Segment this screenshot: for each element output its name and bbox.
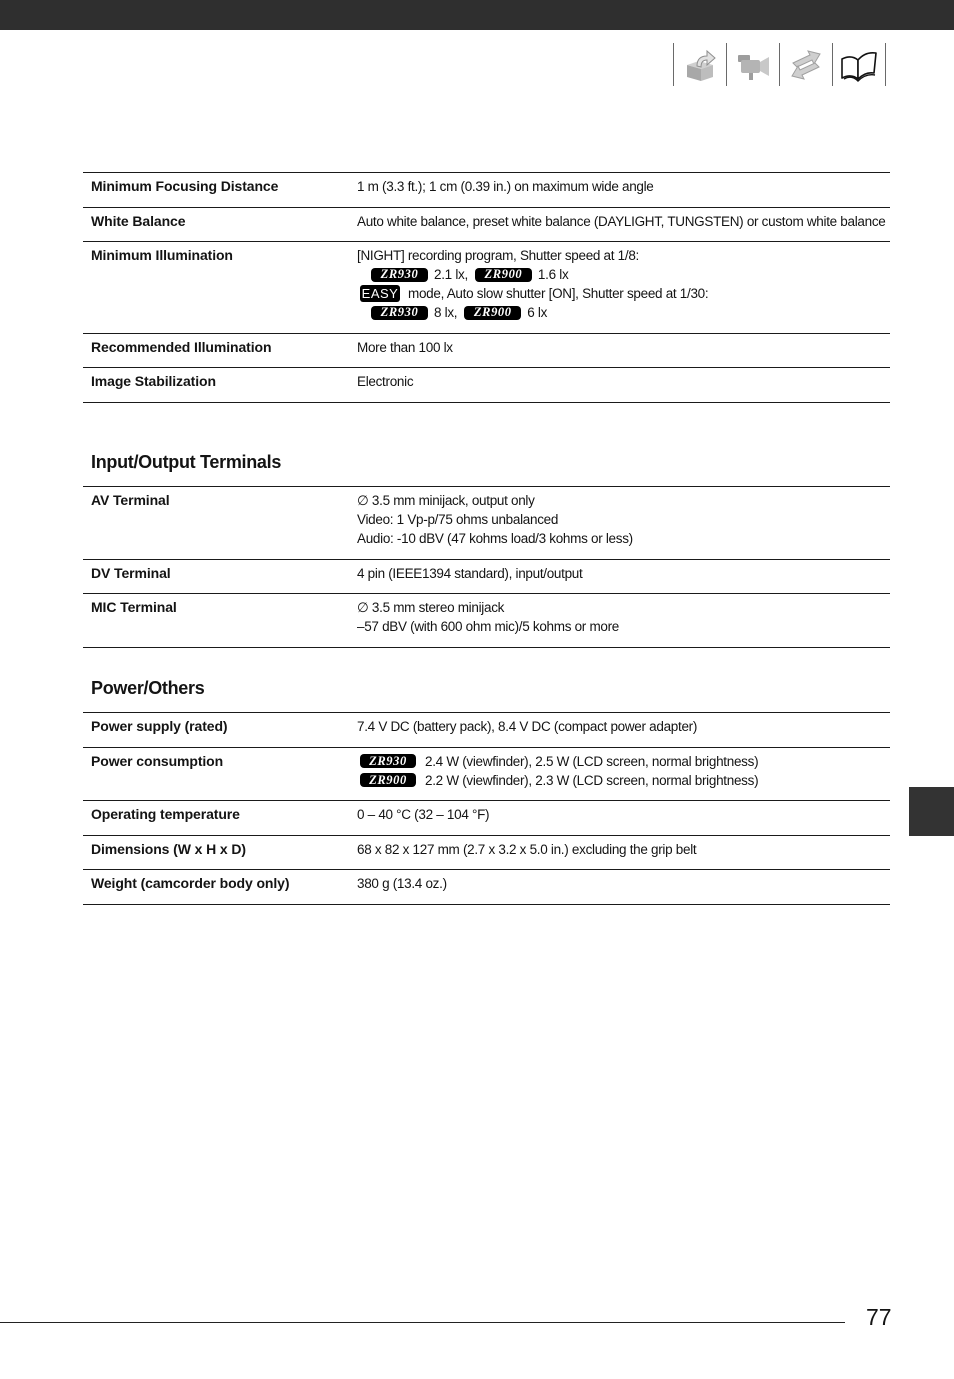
spec-label: Operating temperature [91,806,240,822]
spec-row-white-balance [83,208,890,243]
footer-rule [0,1322,845,1323]
spec-table-terminals [83,486,890,648]
spec-value: 1 m (3.3 ft.); 1 cm (0.39 in.) on maximum wide angle [357,179,654,194]
model-badge-zr930: ZR930 [371,268,428,282]
page-number: 77 [866,1304,892,1330]
zr930-consumption-line [357,752,890,771]
nav-tab-additional-information [832,43,886,86]
spec-value [357,246,890,322]
easy-mode-values [357,303,890,322]
spec-value-line: –57 dBV (with 600 ohm mic)/5 kohms or more [357,619,620,634]
book-icon [839,48,879,82]
model-badge-zr900: ZR900 [360,773,416,787]
spec-label: Power consumption [91,752,224,769]
nav-tab-recording [726,43,779,86]
spec-row-mic-terminal [83,594,890,648]
zr900-value: 6 lx [527,305,548,320]
spec-value-line: ∅ 3.5 mm minijack, output only [357,493,535,508]
spec-value: More than 100 lx [357,339,453,355]
spec-value: Auto white balance, preset white balance (DAYLIGHT, TUNGSTEN) or custom white balance [357,213,886,229]
zr900-value: 1.6 lx [537,267,569,282]
zr900-consumption: 2.2 W (viewfinder), 2.3 W (LCD screen, normal brightness) [425,772,759,788]
zr930-value: 8 lx, [434,305,458,320]
spec-table-power [83,712,890,905]
spec-value-line: Audio: -10 dBV (47 kohms load/3 kohms or less) [357,531,633,546]
spec-label: Minimum Focusing Distance [91,178,279,194]
spec-row-operating-temperature [83,801,890,836]
transfer-arrows-icon [788,48,824,82]
spec-row-minimum-illumination [83,242,890,334]
spec-label: Minimum Illumination [91,247,233,263]
night-mode-values [357,265,890,284]
section-heading-terminals: Input/Output Terminals [91,452,282,472]
spec-value: 68 x 82 x 127 mm (2.7 x 3.2 x 5.0 in.) excluding the grip belt [357,841,697,857]
top-bar [0,0,954,30]
model-badge-zr930: ZR930 [371,306,428,320]
spec-value: 4 pin (IEEE1394 standard), input/output [357,565,583,581]
model-badge-zr900: ZR900 [464,306,521,320]
zr900-consumption-line [357,771,890,790]
spec-row-image-stabilization [83,368,890,403]
spec-value [357,491,890,548]
spec-label: Dimensions (W x H x D) [91,840,246,857]
night-mode-line [357,246,890,265]
spec-value: 7.4 V DC (battery pack), 8.4 V DC (compact power adapter) [357,719,698,734]
camcorder-icon [735,48,771,82]
spec-label: White Balance [91,212,186,229]
spec-label: AV Terminal [91,492,170,508]
spec-label: Weight (camcorder body only) [91,875,290,891]
chapter-side-tab [909,787,954,836]
spec-value-line: ∅ 3.5 mm stereo minijack [357,600,505,615]
spec-label: DV Terminal [91,564,171,581]
night-mode-text: [NIGHT] recording program, Shutter speed at 1/8: [357,248,639,263]
easy-mode-text: mode, Auto slow shutter [ON], Shutter speed at 1/30: [408,286,709,301]
spec-table-camera [83,172,890,403]
easy-mode-badge: EASY [361,286,399,301]
spec-row-weight [83,870,890,905]
spec-value: 0 – 40 °C (32 – 104 °F) [357,807,490,822]
model-badge-zr930: ZR930 [360,754,416,768]
spec-label: Power supply (rated) [91,718,228,734]
spec-value [357,752,890,790]
section-nav-tabs [673,43,886,86]
spec-label: Recommended Illumination [91,338,272,355]
section-heading-power: Power/Others [91,678,205,698]
box-arrow-icon [682,48,718,82]
spec-value: 380 g (13.4 oz.) [357,876,447,891]
easy-mode-line [357,284,890,303]
spec-value-line: Video: 1 Vp-p/75 ohms unbalanced [357,512,559,527]
spec-row-minimum-focusing-distance [83,173,890,208]
spec-row-av-terminal [83,487,890,560]
spec-row-power-consumption [83,748,890,802]
spec-row-recommended-illumination [83,334,890,369]
spec-row-dimensions [83,836,890,871]
nav-tab-external-connections [779,43,832,86]
zr930-value: 2.1 lx, [434,267,468,282]
spec-value: Electronic [357,374,414,389]
nav-tab-getting-started [673,43,726,86]
zr930-consumption: 2.4 W (viewfinder), 2.5 W (LCD screen, normal brightness) [425,753,759,769]
spec-row-dv-terminal [83,560,890,595]
spec-row-power-supply [83,713,890,748]
spec-label: Image Stabilization [91,373,216,389]
spec-value [357,598,890,636]
spec-label: MIC Terminal [91,599,177,615]
model-badge-zr900: ZR900 [475,268,532,282]
